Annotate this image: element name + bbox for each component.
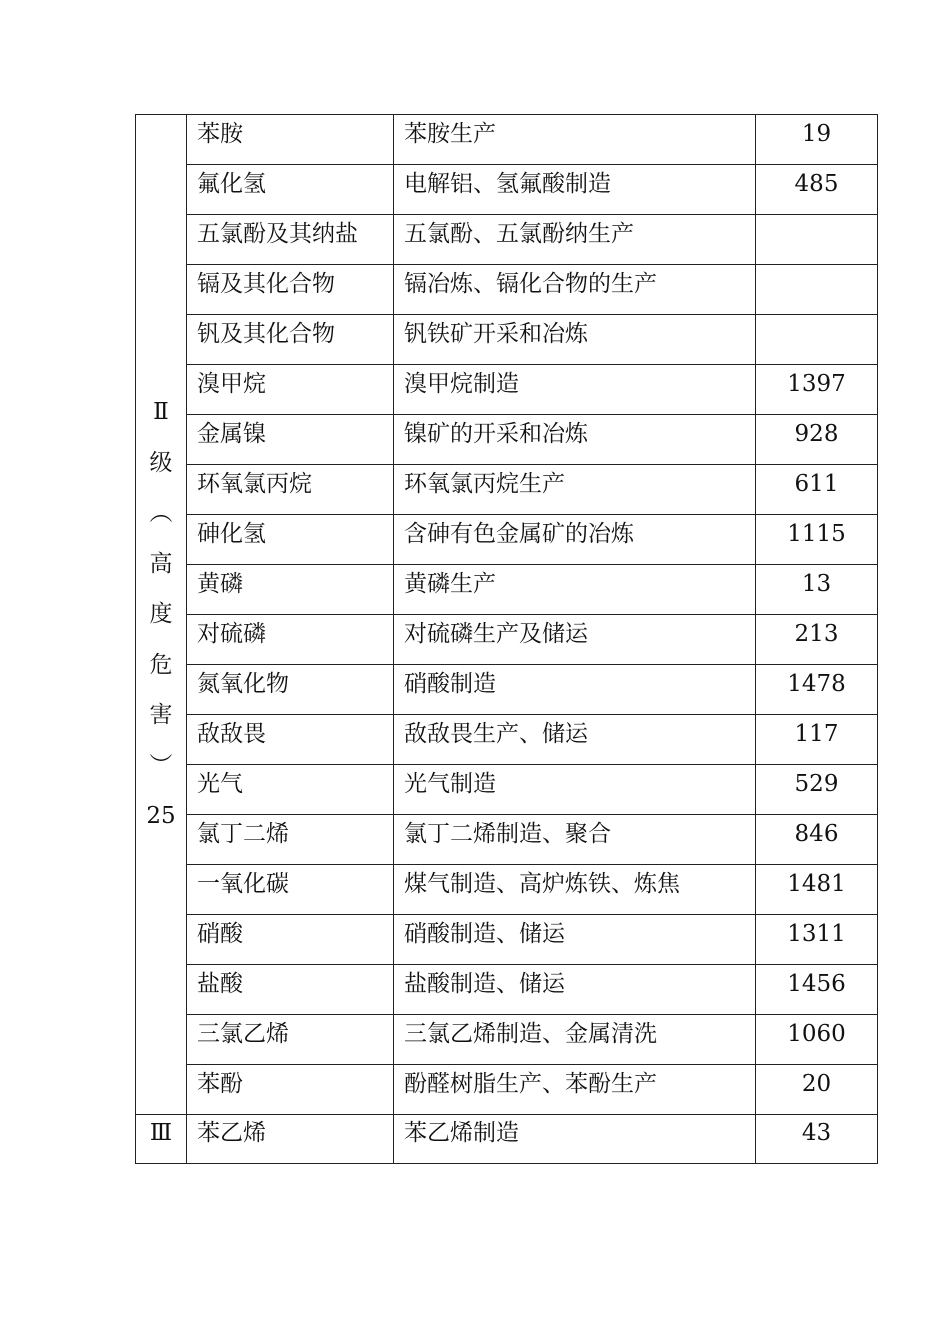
substance-name-cell — [187, 115, 394, 165]
table-row — [136, 1015, 878, 1065]
hazard-level-char: ︵ — [149, 500, 173, 527]
code-number-cell — [756, 1015, 878, 1065]
table-row — [136, 1065, 878, 1115]
substance-name: 氮氧化物 — [197, 670, 289, 697]
industry-text: 硝酸制造 — [404, 670, 496, 697]
substance-name: 黄磷 — [197, 570, 243, 597]
code-number-cell — [756, 565, 878, 615]
substance-name-cell — [187, 715, 394, 765]
substance-name-cell — [187, 465, 394, 515]
code-number-cell — [756, 215, 878, 265]
substance-name-cell — [187, 1065, 394, 1115]
substance-name: 苯乙烯 — [197, 1120, 266, 1146]
hazard-level-cell — [136, 115, 187, 1115]
hazard-level-cell-iii — [136, 1115, 187, 1164]
code-number-cell — [756, 815, 878, 865]
code-number-cell — [756, 965, 878, 1015]
industry-text: 溴甲烷制造 — [404, 370, 519, 397]
industry-cell — [394, 665, 756, 715]
substance-name-cell — [187, 665, 394, 715]
industry-cell — [394, 615, 756, 665]
code-number: 13 — [801, 570, 832, 597]
hazard-level-char: 害 — [149, 702, 173, 729]
substance-name-cell — [187, 515, 394, 565]
substance-name: 光气 — [197, 770, 243, 797]
code-number: 1481 — [787, 870, 846, 897]
code-number: 117 — [794, 720, 839, 747]
substance-name-cell — [187, 415, 394, 465]
code-number: 1456 — [787, 970, 846, 997]
industry-text: 敌敌畏生产、储运 — [404, 720, 588, 747]
table-row — [136, 665, 878, 715]
hazard-table — [135, 114, 878, 1164]
industry-cell — [394, 465, 756, 515]
substance-name: 三氯乙烯 — [197, 1020, 289, 1047]
hazard-level-char: Ⅱ — [153, 399, 169, 426]
industry-text: 含砷有色金属矿的冶炼 — [404, 520, 634, 547]
substance-name-cell — [187, 265, 394, 315]
industry-text: 氯丁二烯制造、聚合 — [404, 820, 611, 847]
code-number: 43 — [801, 1120, 832, 1146]
table-row — [136, 915, 878, 965]
table-row — [136, 515, 878, 565]
substance-name-cell — [187, 865, 394, 915]
code-number-cell — [756, 365, 878, 415]
table-row — [136, 265, 878, 315]
code-number: 485 — [794, 170, 839, 197]
substance-name: 五氯酚及其纳盐 — [197, 220, 358, 247]
table-row — [136, 465, 878, 515]
hazard-level-label: Ⅲ — [149, 1120, 173, 1146]
industry-text: 光气制造 — [404, 770, 496, 797]
industry-text: 黄磷生产 — [404, 570, 496, 597]
code-number-cell — [756, 265, 878, 315]
code-number-cell — [756, 765, 878, 815]
industry-cell — [394, 515, 756, 565]
code-number-cell — [756, 715, 878, 765]
table-row — [136, 965, 878, 1015]
substance-name: 盐酸 — [197, 970, 243, 997]
substance-name: 环氧氯丙烷 — [197, 470, 312, 497]
code-number: 213 — [794, 620, 839, 647]
industry-cell — [394, 865, 756, 915]
industry-text: 三氯乙烯制造、金属清洗 — [404, 1020, 657, 1047]
code-number: 928 — [794, 420, 839, 447]
industry-text: 电解铝、氢氟酸制造 — [404, 170, 611, 197]
industry-cell — [394, 565, 756, 615]
table-row — [136, 415, 878, 465]
industry-cell — [394, 1065, 756, 1115]
industry-cell — [394, 765, 756, 815]
code-number-cell — [756, 615, 878, 665]
industry-cell — [394, 965, 756, 1015]
substance-name: 金属镍 — [197, 420, 266, 447]
table-row — [136, 1115, 878, 1164]
code-number-cell — [756, 115, 878, 165]
substance-name-cell — [187, 915, 394, 965]
industry-text: 酚醛树脂生产、苯酚生产 — [404, 1070, 657, 1097]
code-number-cell — [756, 315, 878, 365]
code-number-cell — [756, 1115, 878, 1164]
substance-name: 钒及其化合物 — [197, 320, 335, 347]
table-row — [136, 815, 878, 865]
substance-name-cell — [187, 215, 394, 265]
substance-name: 镉及其化合物 — [197, 270, 335, 297]
substance-name-cell — [187, 1115, 394, 1164]
industry-text: 苯乙烯制造 — [404, 1120, 519, 1146]
substance-name: 氟化氢 — [197, 170, 266, 197]
code-number: 1115 — [787, 520, 846, 547]
industry-cell — [394, 115, 756, 165]
industry-text: 盐酸制造、储运 — [404, 970, 565, 997]
substance-name: 苯酚 — [197, 1070, 243, 1097]
table-row — [136, 365, 878, 415]
industry-cell — [394, 265, 756, 315]
substance-name: 砷化氢 — [197, 520, 266, 547]
substance-name-cell — [187, 165, 394, 215]
hazard-level-char: 危 — [149, 651, 173, 678]
hazard-level-char: 25 — [146, 803, 176, 830]
table-row — [136, 315, 878, 365]
industry-text: 镉冶炼、镉化合物的生产 — [404, 270, 657, 297]
hazard-level-char: 高 — [149, 550, 173, 577]
code-number: 1397 — [787, 370, 846, 397]
table-row — [136, 565, 878, 615]
substance-name-cell — [187, 615, 394, 665]
code-number: 1311 — [787, 920, 846, 947]
code-number-cell — [756, 665, 878, 715]
industry-cell — [394, 715, 756, 765]
code-number-cell — [756, 1065, 878, 1115]
table-row — [136, 865, 878, 915]
industry-cell — [394, 215, 756, 265]
industry-text: 环氧氯丙烷生产 — [404, 470, 565, 497]
code-number: 20 — [801, 1070, 832, 1097]
table-row — [136, 215, 878, 265]
table-row — [136, 115, 878, 165]
substance-name: 一氧化碳 — [197, 870, 289, 897]
industry-text: 五氯酚、五氯酚纳生产 — [404, 220, 634, 247]
substance-name-cell — [187, 315, 394, 365]
industry-cell — [394, 315, 756, 365]
industry-cell — [394, 1015, 756, 1065]
code-number: 19 — [801, 120, 832, 147]
industry-cell — [394, 415, 756, 465]
substance-name-cell — [187, 365, 394, 415]
table-row — [136, 765, 878, 815]
code-number: 1060 — [787, 1020, 846, 1047]
substance-name: 硝酸 — [197, 920, 243, 947]
code-number-cell — [756, 415, 878, 465]
industry-text: 对硫磷生产及储运 — [404, 620, 588, 647]
code-number-cell — [756, 515, 878, 565]
code-number-cell — [756, 865, 878, 915]
industry-text: 苯胺生产 — [404, 120, 496, 147]
substance-name-cell — [187, 565, 394, 615]
code-number-cell — [756, 465, 878, 515]
substance-name-cell — [187, 815, 394, 865]
table-row — [136, 615, 878, 665]
code-number: 846 — [794, 820, 839, 847]
industry-text: 煤气制造、高炉炼铁、炼焦 — [404, 870, 680, 897]
hazard-level-label — [146, 387, 176, 842]
code-number-cell — [756, 915, 878, 965]
table-row — [136, 715, 878, 765]
industry-cell — [394, 165, 756, 215]
substance-name: 苯胺 — [197, 120, 243, 147]
industry-cell — [394, 915, 756, 965]
substance-name: 溴甲烷 — [197, 370, 266, 397]
substance-name-cell — [187, 1015, 394, 1065]
industry-text: 钒铁矿开采和冶炼 — [404, 320, 588, 347]
substance-name: 对硫磷 — [197, 620, 266, 647]
hazard-level-char: 级 — [149, 449, 173, 476]
substance-name-cell — [187, 965, 394, 1015]
industry-text: 硝酸制造、储运 — [404, 920, 565, 947]
industry-text: 镍矿的开采和冶炼 — [404, 420, 588, 447]
code-number: 611 — [794, 470, 839, 497]
hazard-level-char: ︶ — [149, 752, 173, 779]
substance-name: 敌敌畏 — [197, 720, 266, 747]
substance-name: 氯丁二烯 — [197, 820, 289, 847]
industry-cell — [394, 365, 756, 415]
code-number-cell — [756, 165, 878, 215]
industry-cell — [394, 815, 756, 865]
substance-name-cell — [187, 765, 394, 815]
table-body — [136, 115, 878, 1164]
code-number: 529 — [794, 770, 839, 797]
code-number: 1478 — [787, 670, 846, 697]
industry-cell — [394, 1115, 756, 1164]
table-row — [136, 165, 878, 215]
hazard-level-char: 度 — [149, 601, 173, 628]
